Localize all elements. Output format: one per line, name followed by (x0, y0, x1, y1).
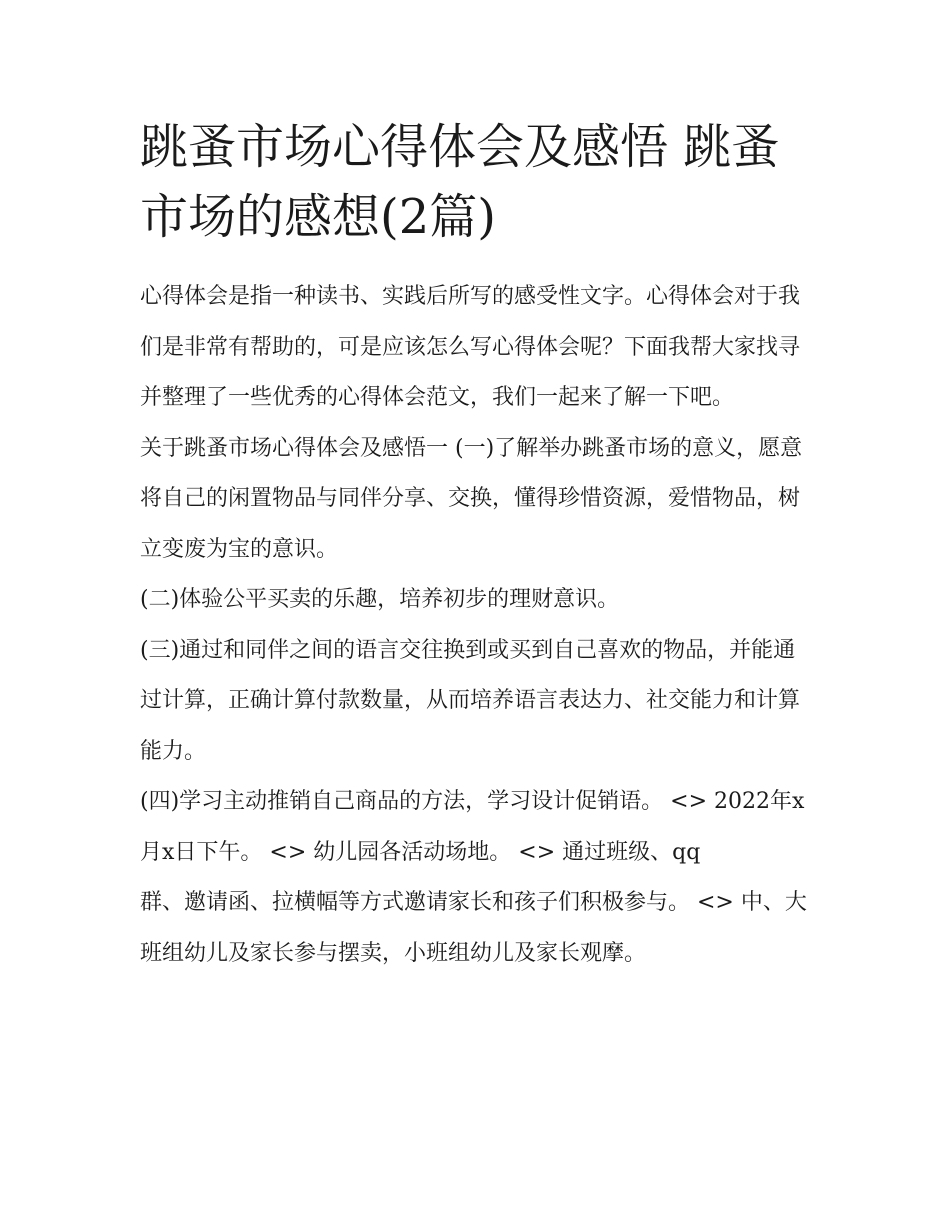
paragraph-goal-3: (三)通过和同伴之间的语言交往换到或买到自己喜欢的物品，并能通过计算，正确计算付款数量，从而培养语言表达力、社交能力和计算能力。 (140, 637, 801, 764)
paragraph-intro: 心得体会是指一种读书、实践后所写的感受性文字。心得体会对于我们是非常有帮助的，可是应该怎么写心得体会呢？下面我帮大家找寻并整理了一些优秀的心得体会范文，我们一起来了解一下吧。 (140, 284, 801, 410)
paragraph-invitation: 群、邀请函、拉横幅等方式邀请家长和孩子们积极参与。 <> 中、大班组幼儿及家长参与摆卖，小班组幼儿及家长观摩。 (140, 890, 807, 966)
paragraph-goal-2: (二)体验公平买卖的乐趣，培养初步的理财意识。 (140, 587, 620, 612)
paragraph-goal-4: (四)学习主动推销自己商品的方法，学习设计促销语。 <> 2022年x月x日下午。 <> 幼儿园各活动场地。 <> 通过班级、qq (140, 789, 805, 865)
document-title: 跳蚤市场心得体会及感悟 跳蚤市场的感想(2篇) (140, 119, 780, 245)
paragraph-goal-1: 关于跳蚤市场心得体会及感悟一 (一)了解举办跳蚤市场的意义，愿意将自己的闲置物品与同伴分享、交换，懂得珍惜资源，爱惜物品，树立变废为宝的意识。 (140, 435, 803, 562)
document-body (140, 112, 816, 979)
